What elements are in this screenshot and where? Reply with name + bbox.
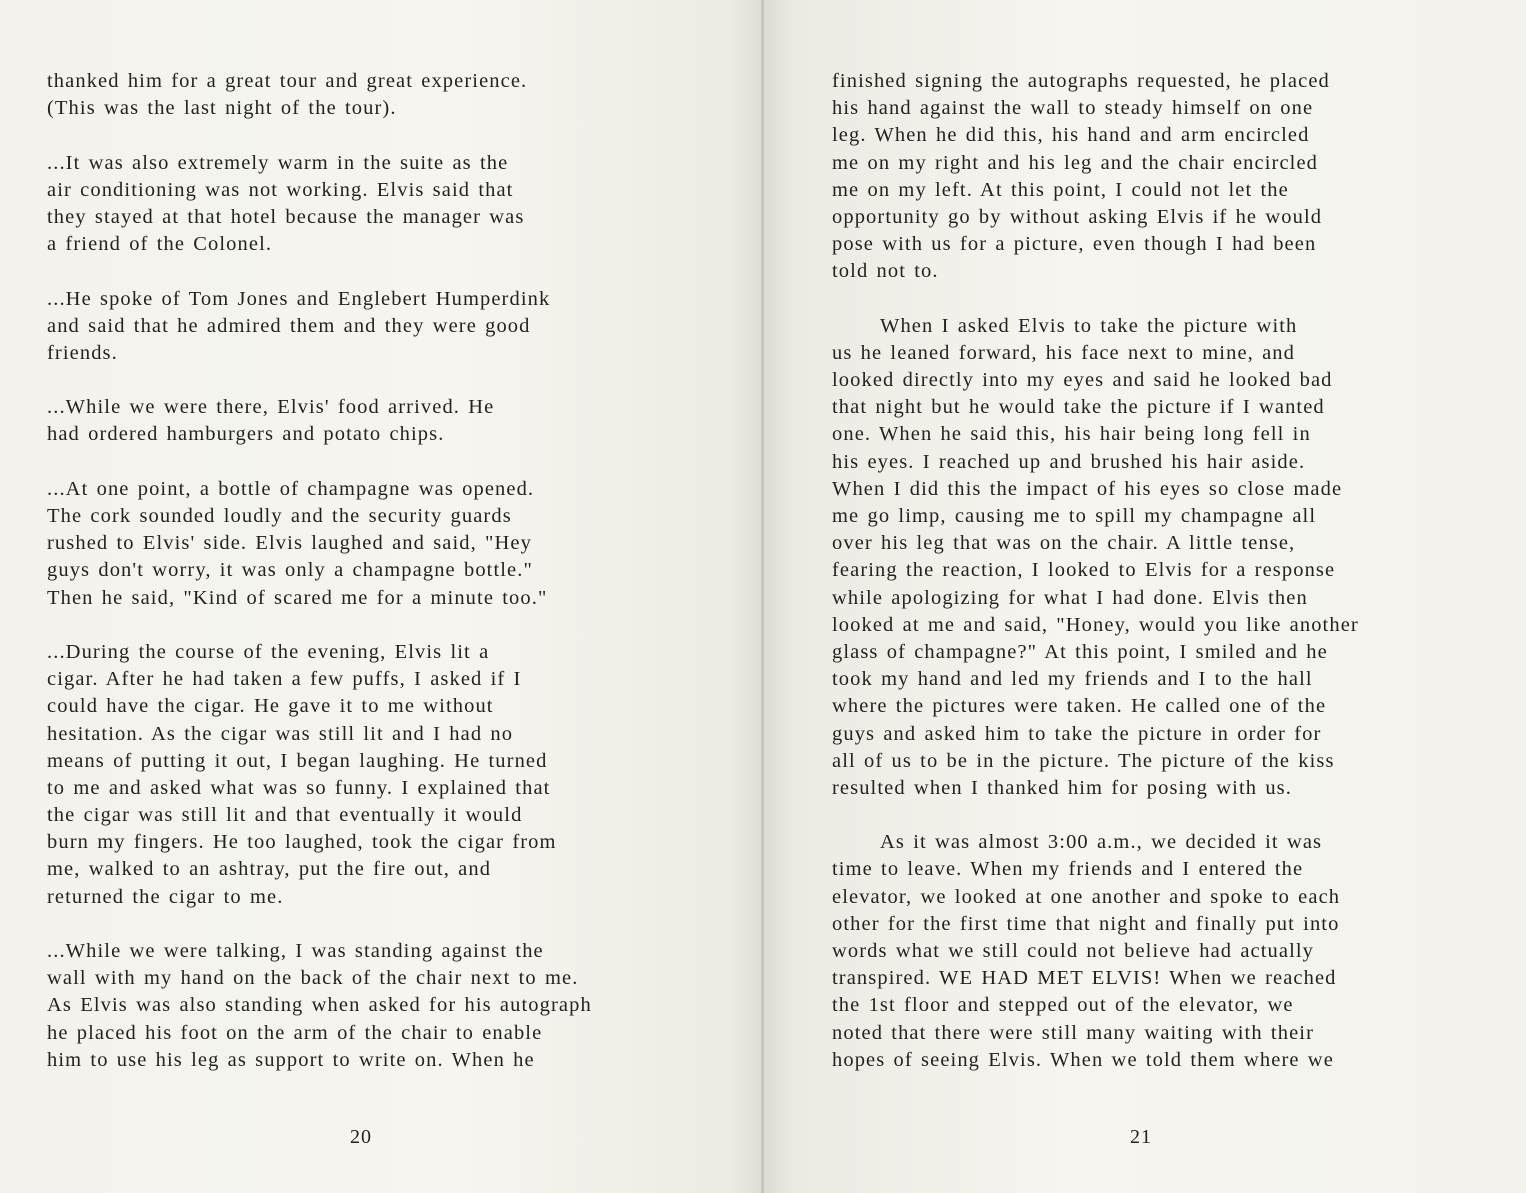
text-line: thanked him for a great tour and great experience.	[47, 70, 528, 92]
text-line: he placed his foot on the arm of the chair to enable	[47, 1021, 543, 1044]
text-line: could have the cigar. He gave it to me without	[47, 695, 494, 718]
text-line: and said that he admired them and they were good	[47, 314, 531, 337]
text-line: me on my left. At this point, I could not let the	[832, 178, 1289, 201]
paragraph-gap	[47, 258, 592, 285]
text-line: guys and asked him to take the picture in order for	[832, 722, 1322, 745]
paragraph	[47, 150, 592, 259]
right-page	[764, 0, 1526, 1193]
text-line: while apologizing for what I had done. Elvis then	[832, 586, 1308, 609]
text-line: opportunity go by without asking Elvis if he would	[832, 205, 1323, 228]
text-line: transpired. WE HAD MET ELVIS! When we reached	[832, 967, 1337, 990]
text-line: me go limp, causing me to spill my champagne all	[832, 505, 1317, 527]
text-line: to me and asked what was so funny. I explained that	[47, 776, 551, 799]
paragraph	[47, 68, 592, 122]
text-line: me on my right and his leg and the chair encircled	[832, 151, 1319, 174]
text-line: burn my fingers. He too laughed, took the cigar from	[47, 831, 557, 854]
left-page-number: 20	[350, 1126, 372, 1148]
text-line: me, walked to an ashtray, put the fire out, and	[47, 858, 492, 881]
text-line: they stayed at that hotel because the manager was	[47, 205, 525, 228]
text-line: the cigar was still lit and that eventually it would	[47, 804, 523, 827]
text-line: rushed to Elvis' side. Elvis laughed and said, "Hey	[47, 532, 532, 555]
text-line: ...At one point, a bottle of champagne was opened.	[47, 477, 535, 500]
text-line: had ordered hamburgers and potato chips.	[47, 423, 445, 446]
text-line: ...While we were talking, I was standing against the	[47, 940, 544, 962]
text-line: words what we still could not believe had actually	[832, 940, 1315, 962]
text-line: wall with my hand on the back of the chair next to me.	[47, 967, 579, 990]
text-line: ...During the course of the evening, Elvis lit a	[47, 640, 490, 663]
text-line: guys don't worry, it was only a champagne bottle."	[47, 559, 533, 582]
text-line: all of us to be in the picture. The picture of the kiss	[832, 749, 1335, 772]
text-line: air conditioning was not working. Elvis said that	[47, 178, 514, 201]
paragraph	[47, 286, 592, 368]
paragraph	[47, 639, 592, 911]
text-line: that night but he would take the picture if I wanted	[832, 396, 1325, 419]
text-line: other for the first time that night and finally put into	[832, 912, 1340, 935]
text-line: As it was almost 3:00 a.m., we decided it was	[880, 831, 1323, 854]
paragraph	[47, 476, 592, 612]
paragraph	[832, 829, 1359, 1074]
text-line: The cork sounded loudly and the security guards	[47, 505, 512, 527]
paragraph-gap	[47, 122, 592, 149]
paragraph	[47, 394, 592, 448]
text-line: hesitation. As the cigar was still lit and I had no	[47, 722, 514, 745]
text-line: one. When he said this, his hair being long fell in	[832, 423, 1311, 446]
text-line: looked at me and said, "Honey, would you like another	[832, 613, 1359, 636]
paragraph-gap	[832, 802, 1359, 829]
text-line: where the pictures were taken. He called one of the	[832, 695, 1327, 718]
text-line: (This was the last night of the tour).	[47, 97, 397, 120]
text-line: means of putting it out, I began laughing. He turned	[47, 749, 548, 772]
paragraph	[832, 313, 1359, 802]
text-line: fearing the reaction, I looked to Elvis for a response	[832, 559, 1336, 582]
text-line: his hand against the wall to steady himself on one	[832, 97, 1314, 120]
paragraph-gap	[47, 612, 592, 639]
text-line: leg. When he did this, his hand and arm encircled	[832, 124, 1310, 147]
text-line: took my hand and led my friends and I to the hall	[832, 668, 1313, 691]
paragraph-gap	[47, 367, 592, 394]
text-line: noted that there were still many waiting with their	[832, 1021, 1314, 1044]
text-line: us he leaned forward, his face next to mine, and	[832, 341, 1296, 364]
text-line: the 1st floor and stepped out of the elevator, we	[832, 994, 1294, 1017]
text-line: ...While we were there, Elvis' food arrived. He	[47, 396, 495, 419]
text-line: hopes of seeing Elvis. When we told them where we	[832, 1048, 1334, 1071]
text-line: him to use his leg as support to write on. When he	[47, 1048, 535, 1071]
right-page-number: 21	[1130, 1126, 1152, 1148]
text-line: told not to.	[832, 260, 939, 283]
left-page	[0, 0, 762, 1193]
text-line: over his leg that was on the chair. A little tense,	[832, 532, 1296, 555]
text-line: looked directly into my eyes and said he looked bad	[832, 369, 1333, 392]
text-line: pose with us for a picture, even though I had been	[832, 233, 1317, 256]
text-line: When I did this the impact of his eyes so close made	[832, 477, 1343, 500]
text-line: resulted when I thanked him for posing with us.	[832, 776, 1292, 799]
paragraph-gap	[47, 911, 592, 938]
paragraph-gap	[832, 286, 1359, 313]
text-line: time to leave. When my friends and I entered the	[832, 858, 1304, 881]
text-line: ...It was also extremely warm in the suite as the	[47, 151, 509, 174]
text-line: When I asked Elvis to take the picture with	[880, 314, 1298, 337]
right-page-text	[832, 68, 1359, 1074]
text-line: friends.	[47, 341, 118, 364]
text-line: ...He spoke of Tom Jones and Englebert Humperdink	[47, 287, 551, 310]
paragraph	[47, 938, 592, 1074]
paragraph	[832, 68, 1359, 286]
paragraph-gap	[47, 449, 592, 476]
text-line: Then he said, "Kind of scared me for a minute too."	[47, 586, 548, 609]
text-line: returned the cigar to me.	[47, 885, 284, 908]
left-page-text	[47, 68, 592, 1074]
text-line: glass of champagne?" At this point, I smiled and he	[832, 640, 1328, 663]
text-line: finished signing the autographs requested, he placed	[832, 70, 1330, 92]
text-line: elevator, we looked at one another and spoke to each	[832, 885, 1341, 908]
text-line: his eyes. I reached up and brushed his hair aside.	[832, 450, 1306, 473]
text-line: cigar. After he had taken a few puffs, I asked if I	[47, 668, 522, 691]
text-line: a friend of the Colonel.	[47, 233, 273, 256]
text-line: As Elvis was also standing when asked for his autograph	[47, 994, 592, 1017]
